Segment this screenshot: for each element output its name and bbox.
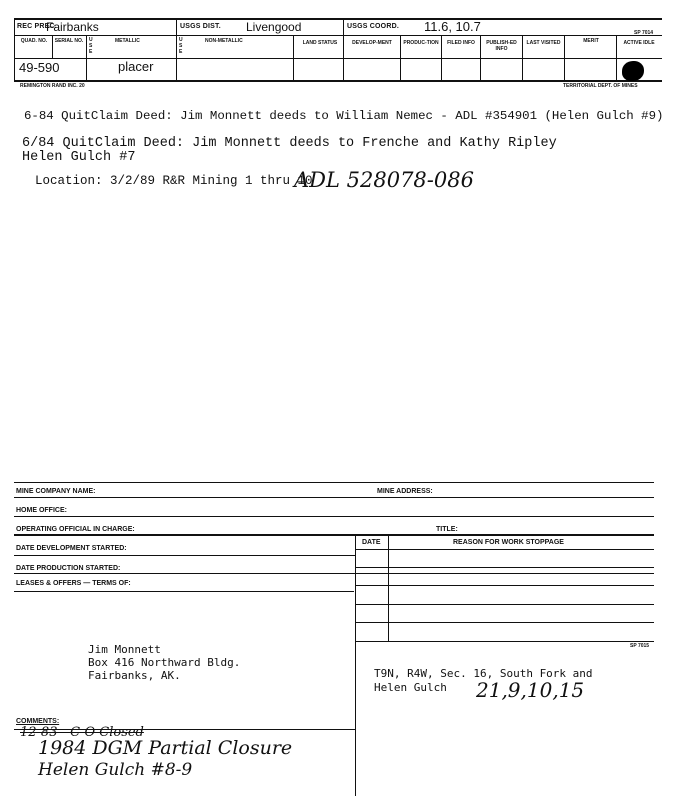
owner-city: Fairbanks, AK. [88,669,181,682]
label-date-development-started: DATE DEVELOPMENT STARTED: [16,545,127,552]
label-date-production-started: DATE PRODUCTION STARTED: [16,565,121,572]
location-line-1: T9N, R4W, Sec. 16, South Fork and [374,667,593,680]
owner-block [88,643,240,682]
quad-serial-value: 49-590 [19,60,60,75]
label-title: TITLE: [436,526,458,533]
label-comments: COMMENTS: [16,718,60,725]
usgs-coord-value: 11.6, 10.7 [424,19,481,34]
col-use-1: U S E [89,37,93,55]
usgs-dist-value: Livengood [246,20,302,34]
usgs-dist-label: USGS DIST. [180,23,221,30]
label-mine-address: MINE ADDRESS: [377,488,433,495]
col-date: DATE [362,539,381,546]
label-home-office: HOME OFFICE: [16,507,67,514]
metallic-value: placer [118,59,154,74]
col-production: PRODUC-TION [403,40,439,46]
rec-prec-label: REC PREC. [17,23,57,30]
col-non-metallic: NON-METALLIC [205,38,243,44]
col-active-idle: ACTIVE IDLE [623,40,655,46]
ink-blot [622,61,644,81]
comment-line-2: 1984 DGM Partial Closure [38,737,293,759]
col-merit: MERIT [583,38,599,44]
comment-line-3: Helen Gulch #8-9 [38,760,193,780]
label-leases-offers: LEASES & OFFERS — TERMS OF: [16,580,131,587]
label-operating-official: OPERATING OFFICIAL IN CHARGE: [16,526,135,533]
comment-line-1: 12-83 - C-O Closed [20,725,144,740]
form-number-bottom: SP 7015 [630,643,650,649]
owner-name: Jim Monnett [88,643,161,656]
col-development: DEVELOP-MENT [352,40,392,46]
label-mine-company-name: MINE COMPANY NAME: [16,488,96,495]
col-reason-work-stoppage: REASON FOR WORK STOPPAGE [453,539,564,546]
col-use-2: U S E [179,37,183,55]
owner-address: Box 416 Northward Bldg. [88,656,241,669]
col-metallic: METALLIC [115,38,140,44]
entry-quitclaim-2-cont: Helen Gulch #7 [22,150,136,165]
location-handwritten-numbers: 21,9,10,15 [476,678,585,702]
printer-note: REMINGTON RAND INC. 20 [20,83,85,89]
col-serial-no: SERIAL NO. [54,38,84,44]
usgs-coord-label: USGS COORD. [347,23,399,30]
col-published-info: PUBLISH-ED INFO [486,40,517,52]
form-number-top: SP 7014 [634,30,654,36]
handwritten-adl: ADL 528078-086 [294,168,474,192]
col-quad-no: QUAD. NO. [20,38,48,44]
entry-location: Location: 3/2/89 R&R Mining 1 thru 10 [35,174,313,188]
location-line-2: Helen Gulch [374,681,447,694]
col-filed-info: FILED INFO [447,40,475,46]
territorial-note: TERRITORIAL DEPT. OF MINES [563,83,638,89]
entry-quitclaim-1: 6-84 QuitClaim Deed: Jim Monnett deeds to William Nemec - ADL #354901 (Helen Gulch #9) [24,109,664,123]
rec-prec-value: Fairbanks [46,20,99,34]
entry-quitclaim-2: 6/84 QuitClaim Deed: Jim Monnett deeds to Frenche and Kathy Ripley [22,136,557,151]
col-land-status: LAND STATUS [302,40,338,46]
col-last-visited: LAST VISITED [526,40,561,46]
